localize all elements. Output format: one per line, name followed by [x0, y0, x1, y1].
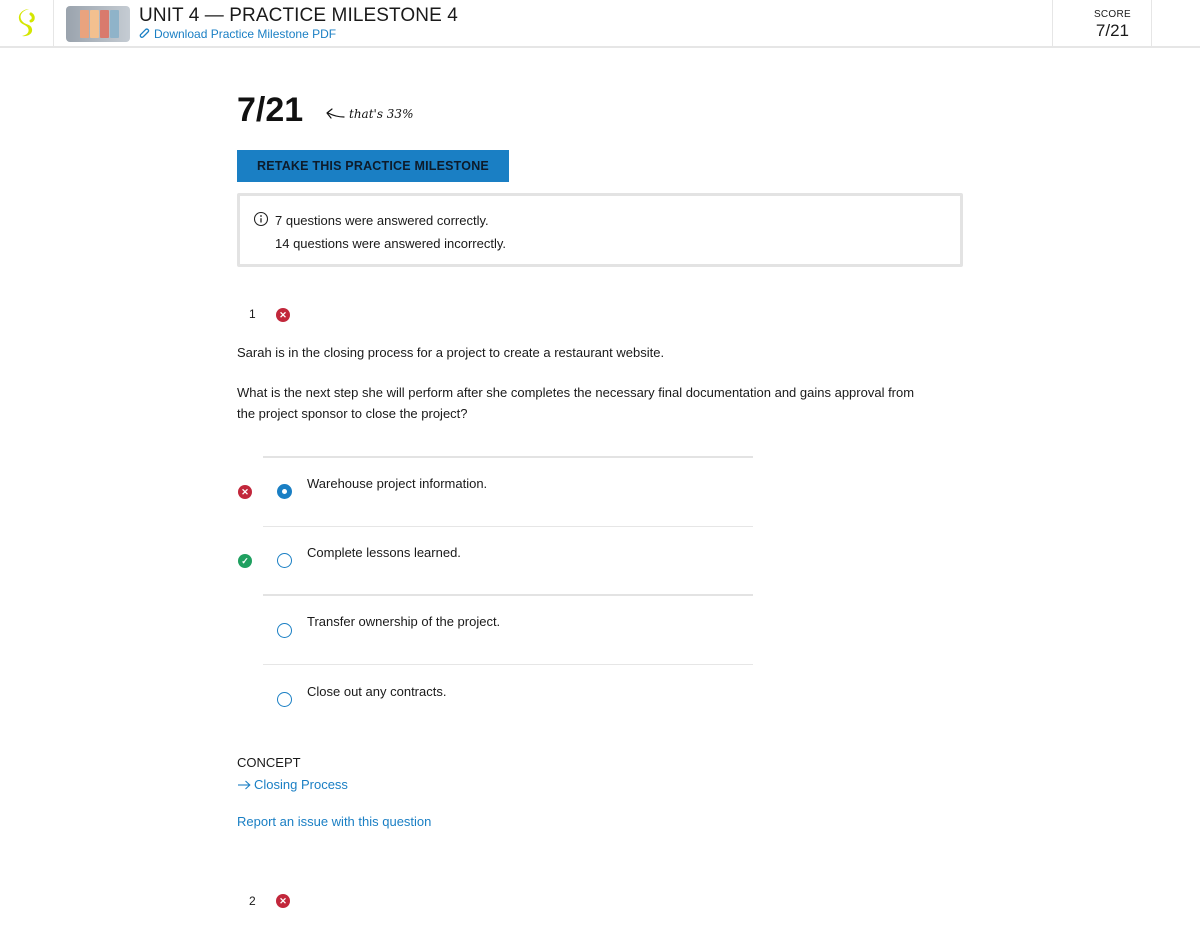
x-circle-icon: ✕ — [276, 308, 290, 322]
question-prompt: Sarah is in the closing process for a project to create a restaurant website. — [237, 345, 665, 360]
check-circle-icon: ✓ — [238, 554, 252, 568]
concept-link[interactable] — [237, 777, 348, 792]
retake-button[interactable]: RETAKE THIS PRACTICE MILESTONE — [237, 150, 509, 182]
logo-cell[interactable] — [0, 0, 54, 46]
results-summary-box — [237, 193, 963, 267]
result-score: 7/21 — [237, 91, 304, 129]
correct-count: 7 — [275, 213, 283, 228]
page-title: UNIT 4 — PRACTICE MILESTONE 4 — [139, 5, 458, 26]
paperclip-icon — [139, 28, 150, 40]
option-label[interactable]: Warehouse project information. — [307, 476, 488, 491]
arrow-right-icon — [237, 780, 251, 790]
concept-label: CONCEPT — [237, 755, 301, 770]
score-value: 7/21 — [1095, 21, 1129, 40]
option-divider — [263, 456, 753, 458]
incorrect-count: 14 — [275, 236, 290, 251]
x-circle-icon: ✕ — [276, 894, 290, 908]
milestone-thumbnail — [66, 6, 130, 42]
option-label[interactable]: Close out any contracts. — [307, 684, 447, 699]
percent-note-text: that's 33% — [349, 107, 414, 121]
percent-note — [325, 107, 413, 121]
question-number: 1 — [249, 307, 256, 321]
score-label: SCORE — [1093, 9, 1131, 20]
concept-link-label[interactable]: Closing Process — [254, 777, 348, 792]
option-divider — [263, 664, 753, 665]
option-divider — [263, 526, 753, 527]
question-number: 2 — [249, 894, 256, 908]
curved-arrow-left-icon — [325, 108, 345, 120]
option-radio[interactable] — [277, 692, 292, 707]
incorrect-summary — [275, 236, 506, 251]
x-circle-icon: ✕ — [238, 485, 252, 499]
option-label[interactable]: Complete lessons learned. — [307, 545, 461, 560]
incorrect-text: questions were answered incorrectly. — [289, 236, 506, 251]
info-icon — [253, 211, 269, 227]
question-text: What is the next step she will perform after she completes the necessary final documentation and gains approval from the project sponsor to close the project? — [237, 385, 915, 421]
option-divider — [263, 594, 753, 596]
sophia-logo-icon — [15, 8, 39, 38]
option-radio[interactable] — [277, 623, 292, 638]
top-bar — [0, 0, 1200, 48]
correct-summary — [275, 213, 489, 228]
download-pdf-label[interactable]: Download Practice Milestone PDF — [154, 27, 337, 41]
option-label[interactable]: Transfer ownership of the project. — [307, 614, 501, 629]
report-issue-link[interactable]: Report an issue with this question — [237, 814, 432, 829]
option-radio[interactable] — [277, 553, 292, 568]
score-cell — [1052, 0, 1152, 46]
download-pdf-link[interactable] — [139, 27, 336, 41]
correct-text: questions were answered correctly. — [282, 213, 489, 228]
option-radio-selected[interactable] — [277, 484, 292, 499]
